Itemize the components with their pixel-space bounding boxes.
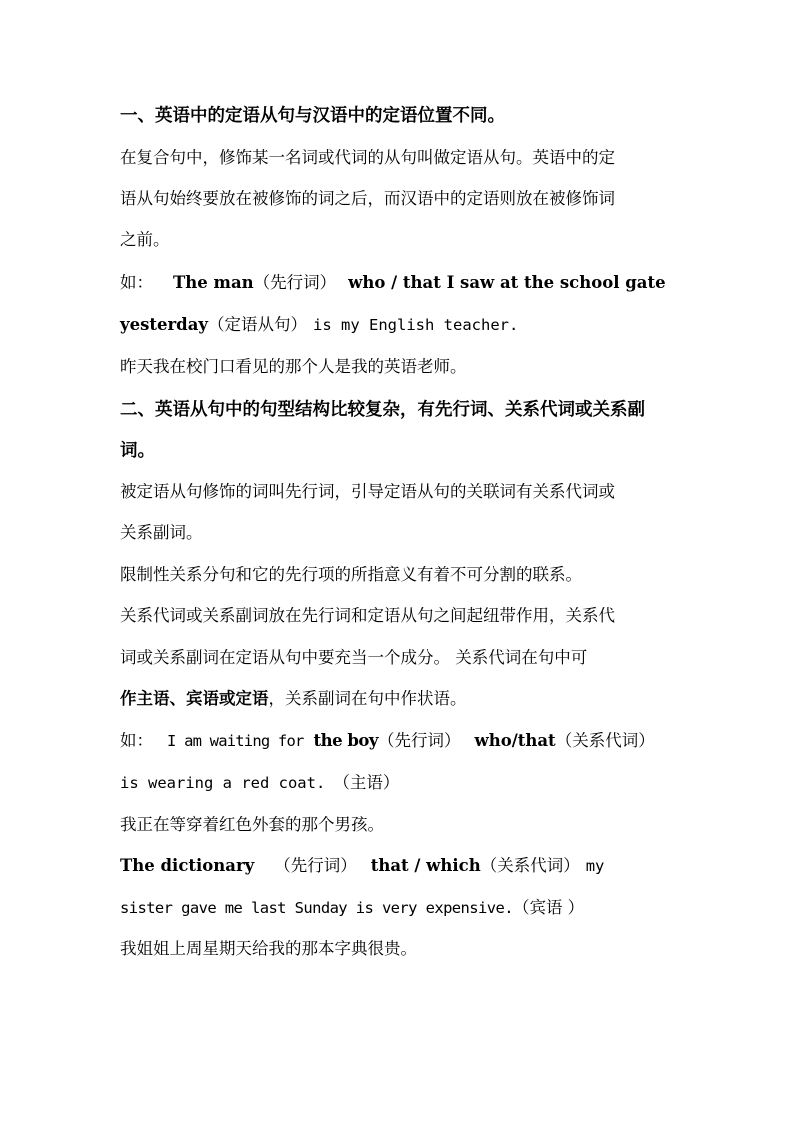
section-2-example-2-line-1 [120, 854, 680, 878]
example-1-prefix: 如： [120, 731, 153, 750]
example-1-role-label: （主语） [333, 773, 400, 792]
section-1-paragraph-line-3: 之前。 [120, 230, 170, 249]
section-2-example-1-translation: 我正在等穿着红色外套的那个男孩。 [120, 815, 384, 834]
section-1-example-line-2 [120, 313, 680, 337]
paragraph-bold-phrase: 作主语、宾语或定语 [120, 689, 269, 708]
section-2-paragraph-3-line-3 [120, 687, 680, 711]
example-2-antecedent-label: （先行词） [274, 856, 357, 875]
example-who-that: who / that I saw at the school gate [348, 273, 666, 292]
example-2-line-2-text: sister gave me last Sunday is very expensive. [120, 899, 513, 917]
section-2-example-2-translation: 我姐姐上周星期天给我的那本字典很贵。 [120, 939, 417, 958]
section-2-paragraph-3-line-1: 关系代词或关系副词放在先行词和定语从句之间起纽带作用，关系代 [120, 606, 615, 625]
section-1-paragraph-line-2: 语从句始终要放在被修饰的词之后，而汉语中的定语则放在被修饰词 [120, 189, 615, 208]
section-2-paragraph-3-line-2: 词或关系副词在定语从句中要充当一个成分。 关系代词在句中可 [120, 648, 588, 667]
section-2-example-1-line-2 [120, 771, 680, 795]
example-antecedent-label: （先行词） [253, 273, 337, 292]
section-2-heading-line-1: 二、英语从句中的句型结构比较复杂，有先行词、关系代词或关系副 [120, 400, 645, 420]
example-2-that-which: that / which [370, 856, 481, 875]
example-prefix: 如： [120, 273, 153, 292]
example-1-antecedent-label: （先行词） [378, 731, 461, 750]
section-2-paragraph-1-line-2: 关系副词。 [120, 523, 203, 542]
section-1-paragraph-line-1: 在复合句中，修饰某一名词或代词的从句叫做定语从句。英语中的定 [120, 148, 615, 167]
section-2-example-1-line-1 [120, 729, 680, 753]
example-rest: is my English teacher. [313, 316, 519, 334]
section-1-example-translation: 昨天我在校门口看见的那个人是我的英语老师。 [120, 357, 467, 376]
example-1-text: I am waiting for [167, 732, 304, 750]
example-clause-label: （定语从句） [208, 315, 308, 334]
example-1-relpron-label: （关系代词） [555, 731, 655, 750]
example-1-the-boy: the boy [313, 731, 379, 750]
example-the-man: The man [173, 273, 254, 292]
example-2-the-dictionary: The dictionary [120, 856, 255, 875]
example-1-who-that: who/that [474, 731, 556, 750]
paragraph-rest: ，关系副词在句中作状语。 [268, 689, 467, 708]
section-2-example-2-line-2 [120, 896, 680, 920]
example-2-relpron-label: （关系代词） [480, 856, 580, 875]
example-1-line-2-text: is wearing a red coat. [120, 774, 326, 792]
section-2-paragraph-1-line-1: 被定语从句修饰的词叫先行词，引导定语从句的关联词有关系代词或 [120, 482, 615, 501]
section-2-heading-line-2: 词。 [120, 441, 155, 461]
section-1-heading: 一、英语中的定语从句与汉语中的定语位置不同。 [120, 106, 505, 126]
example-2-role-label: （宾语 ） [512, 898, 585, 917]
section-2-paragraph-2: 限制性关系分句和它的先行项的所指意义有着不可分割的联系。 [120, 565, 582, 584]
example-yesterday: yesterday [120, 315, 209, 334]
section-1-example-line-1 [120, 271, 680, 295]
example-2-my: my [585, 857, 605, 875]
